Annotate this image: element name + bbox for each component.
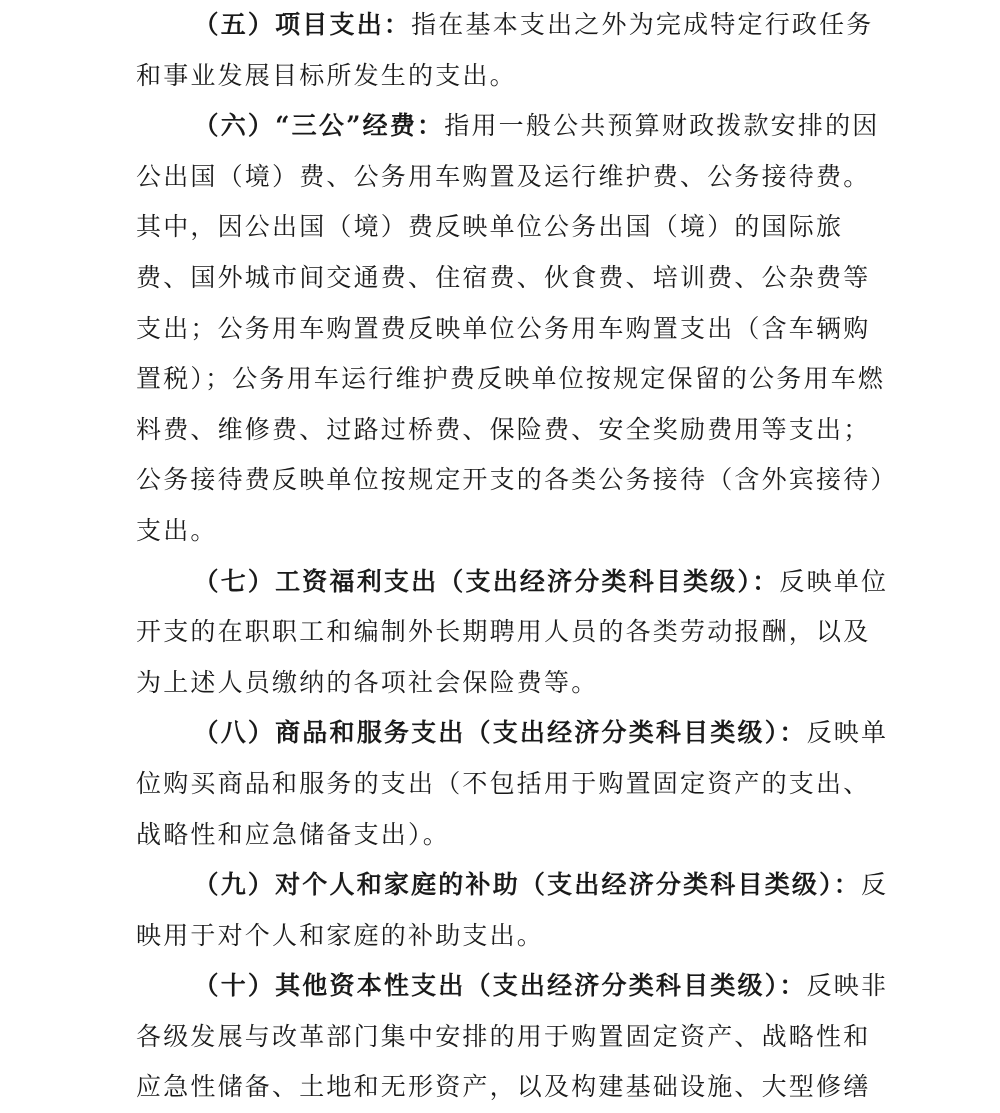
paragraph-body: 指在基本支出之外为完成特定行政任务和事业发展目标所发生的支出。 <box>136 10 874 90</box>
paragraph-other-capital <box>136 961 896 1113</box>
paragraph-personal-family-subsidy <box>136 860 896 961</box>
paragraph-heading: （七）工资福利支出（支出经济分类科目类级）： <box>193 566 780 596</box>
paragraph-body: 反映非各级发展与改革部门集中安排的用于购置固定资产、战略性和应急性储备、土地和无形资产，以及构建基础设施、大型修缮 <box>136 971 889 1102</box>
paragraph-body: 指用一般公共预算财政拨款安排的因公出国（境）费、公务用车购置及运行维护费、公务接待费。其中，因公出国（境）费反映单位公务出国（境）的国际旅费、国外城市间交通费、住宿费、伙食费、培训费、公杂费等支出；公务用车购置费反映单位公务用车购置支出（含车辆购置税）；公务用车运行维护费反映单位按规定保留的公务用车燃料费、维修费、过路过桥费、保险费、安全奖励费用等支出；公务接待费反映单位按规定开支的各类公务接待（含外宾接待）支出。 <box>136 111 886 545</box>
paragraph-project-expenditure <box>136 0 896 101</box>
paragraph-body: 反映单位购买商品和服务的支出（不包括用于购置固定资产的支出、战略性和应急储备支出）。 <box>136 718 889 849</box>
paragraph-heading: （九）对个人和家庭的补助（支出经济分类科目类级）： <box>193 870 862 900</box>
paragraph-heading: （五）项目支出： <box>193 10 412 39</box>
paragraph-heading: （六）“三公”经费： <box>193 111 445 141</box>
paragraph-body: 反映单位开支的在职职工和编制外长期聘用人员的各类劳动报酬，以及为上述人员缴纳的各项社会保险费等。 <box>136 566 889 697</box>
paragraph-salary-welfare <box>136 557 896 709</box>
document-page <box>136 0 896 1113</box>
paragraph-body: 反映用于对个人和家庭的补助支出。 <box>136 870 889 950</box>
paragraph-three-public-expenses <box>136 101 896 556</box>
paragraph-heading: （八）商品和服务支出（支出经济分类科目类级）： <box>193 718 807 748</box>
paragraph-goods-services <box>136 708 896 860</box>
paragraph-heading: （十）其他资本性支出（支出经济分类科目类级）： <box>193 971 807 1001</box>
